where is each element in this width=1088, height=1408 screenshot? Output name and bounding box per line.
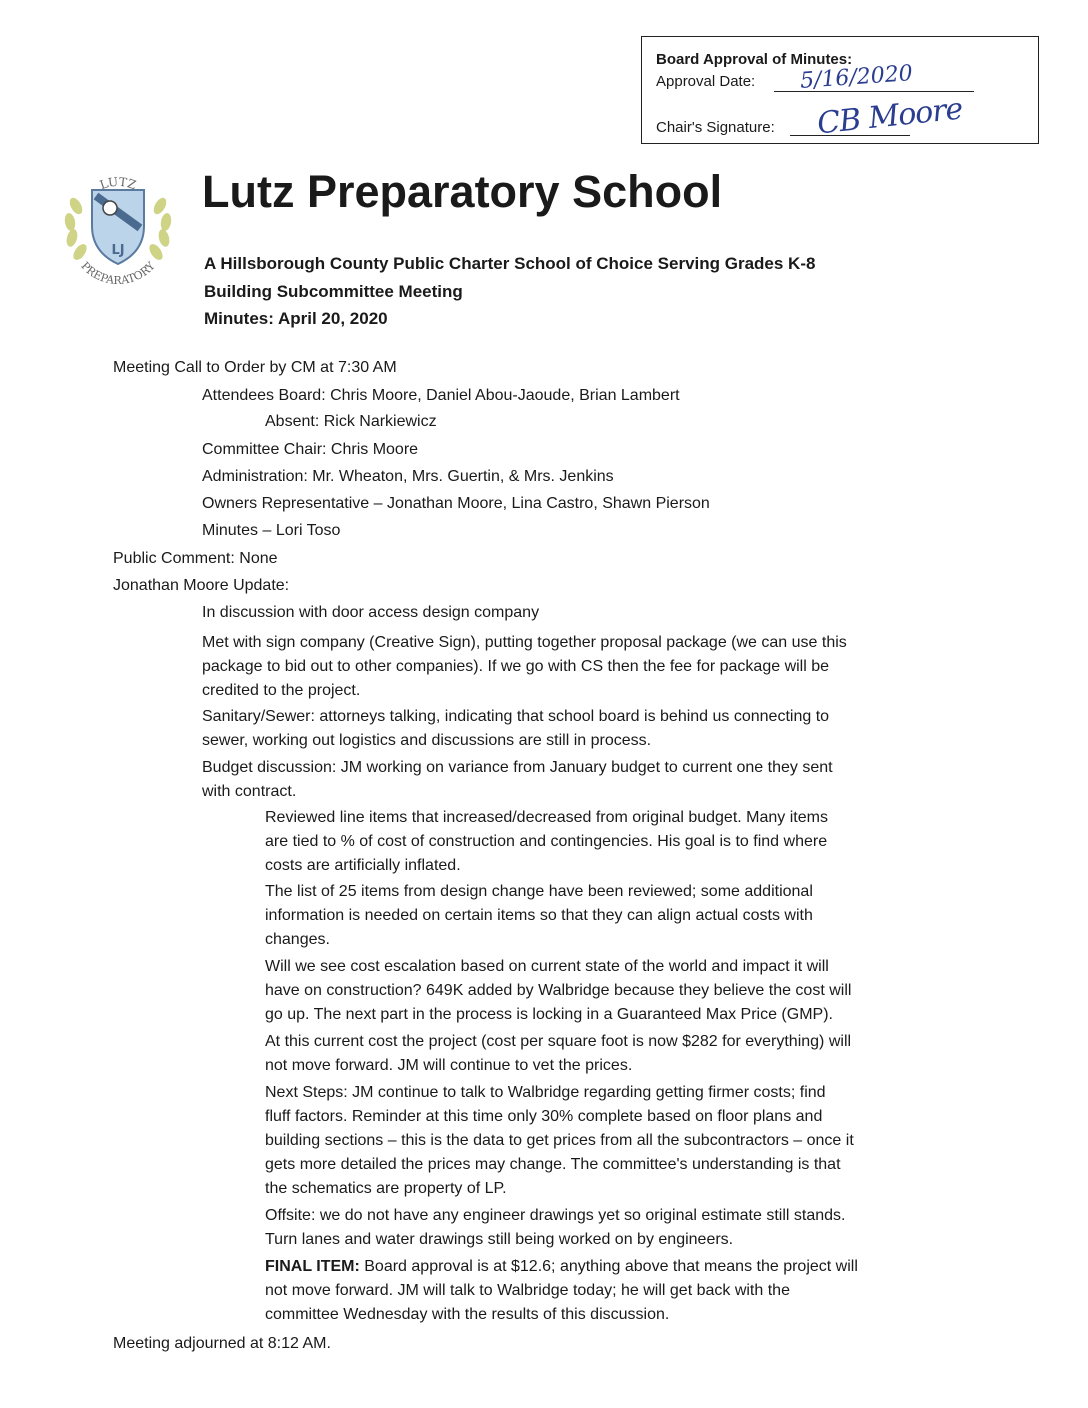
line-text: package to bid out to other companies). If we go with CS then the fee for package will be [202,658,830,675]
approval-date-value: 5/16/2020 [799,61,914,94]
line-text: credited to the project. [202,682,361,699]
board-approval-box [641,36,1039,144]
line-text: not move forward. JM will talk to Walbridge today; he will get back with the [265,1282,790,1299]
minutes-line [265,1105,822,1129]
line-text: Reviewed line items that increased/decreased from original budget. Many items [265,809,828,826]
chair-signature: CB Moore [815,91,964,142]
line-text: fluff factors. Reminder at this time only 30% complete based on floor plans and [265,1108,823,1125]
line-text: Meeting Call to Order by CM at 7:30 AM [113,359,397,376]
line-text: Absent: Rick Narkiewicz [265,413,437,430]
minutes-line [202,780,296,804]
minutes-line [265,1003,833,1027]
approval-date-label: Approval Date: [656,73,756,90]
minutes-line [265,1204,845,1228]
minutes-line [202,729,651,753]
school-subtitle: A Hillsborough County Public Charter School of Choice Serving Grades K-8 [204,254,816,273]
line-text: Sanitary/Sewer: attorneys talking, indicating that school board is behind us connecting to [202,708,830,725]
minutes-line [113,547,278,571]
line-text: Met with sign company (Creative Sign), putting together proposal package (we can use this [202,634,847,651]
line-text: Next Steps: JM continue to talk to Walbridge regarding getting firmer costs; find [265,1084,826,1101]
line-text: Offsite: we do not have any engineer drawings yet so original estimate still stands. [265,1207,846,1224]
school-title: Lutz Preparatory School [202,166,723,217]
line-text: Administration: Mr. Wheaton, Mrs. Guertin, & Mrs. Jenkins [202,468,614,485]
line-text: the schematics are property of LP. [265,1180,507,1197]
minutes-line [202,465,614,489]
line-text: Will we see cost escalation based on current state of the world and impact it will [265,958,829,975]
crest-letters: LJ [111,243,125,258]
line-text: Attendees Board: Chris Moore, Daniel Abou-Jaoude, Brian Lambert [202,387,680,404]
minutes-line [113,574,289,598]
minutes-line [202,756,833,780]
line-text: have on construction? 649K added by Walbridge because they believe the cost will [265,982,852,999]
line-text: gets more detailed the prices may change. The committee's understanding is that [265,1156,841,1173]
school-crest-logo [56,166,180,290]
line-text: Jonathan Moore Update: [113,577,290,594]
logo-bottom-text: PREPARATORY [78,259,158,288]
logo-top-text: LUTZ [97,174,138,193]
minutes-line [202,492,710,516]
line-text: Meeting adjourned at 8:12 AM. [113,1335,331,1352]
minutes-line [202,384,680,408]
minutes-line [202,705,829,729]
minutes-line [202,438,418,462]
line-text: with contract. [202,783,297,800]
line-text: Committee Chair: Chris Moore [202,441,419,458]
line-text: building sections – this is the data to get prices from all the subcontractors – once it [265,1132,854,1149]
line-text: Board approval is at $12.6; anything above that means the project will [359,1258,858,1275]
line-text: costs are artificially inflated. [265,857,461,874]
line-text: not move forward. JM will continue to vet the prices. [265,1057,633,1074]
minutes-line [265,880,813,904]
minutes-line [265,1279,790,1303]
minutes-line [265,1255,858,1279]
line-text: sewer, working out logistics and discussions are still in process. [202,732,652,749]
minutes-line [265,1153,841,1177]
minutes-line [265,1228,733,1252]
line-text: In discussion with door access design company [202,604,540,621]
line-text: Owners Representative – Jonathan Moore, Lina Castro, Shawn Pierson [202,495,710,512]
minutes-date: Minutes: April 20, 2020 [204,309,388,328]
line-text: The list of 25 items from design change have been reviewed; some additional [265,883,813,900]
minutes-line [265,806,828,830]
minutes-line [113,356,397,380]
minutes-line [202,631,847,655]
meeting-name: Building Subcommittee Meeting [204,282,463,301]
minutes-line [113,1332,331,1356]
line-text: Minutes – Lori Toso [202,522,341,539]
minutes-line [265,928,330,952]
minutes-line [265,1054,632,1078]
minutes-line [265,1303,669,1327]
line-text: Public Comment: None [113,550,278,567]
line-text: changes. [265,931,330,948]
minutes-line [265,955,829,979]
bold-label: FINAL ITEM: [265,1258,360,1275]
minutes-line [202,655,829,679]
minutes-line [265,1030,851,1054]
minutes-line [265,1129,854,1153]
line-text: go up. The next part in the process is locking in a Guaranteed Max Price (GMP). [265,1006,833,1023]
minutes-line [202,519,340,543]
minutes-line [265,904,813,928]
approval-title: Board Approval of Minutes: [656,51,853,68]
minutes-line [265,830,827,854]
line-text: Turn lanes and water drawings still being worked on by engineers. [265,1231,734,1248]
line-text: committee Wednesday with the results of this discussion. [265,1306,670,1323]
line-text: are tied to % of cost of construction and contingencies. His goal is to find where [265,833,828,850]
line-text: information is needed on certain items so that they can align actual costs with [265,907,813,924]
minutes-line [265,854,461,878]
minutes-line [202,679,360,703]
minutes-line [265,1081,826,1105]
minutes-line [265,1177,507,1201]
minutes-line [265,979,851,1003]
signature-label: Chair's Signature: [656,119,775,136]
line-text: Budget discussion: JM working on variance from January budget to current one they sent [202,759,833,776]
minutes-line [265,410,437,434]
minutes-line [202,601,539,625]
line-text: At this current cost the project (cost per square foot is now $282 for everything) will [265,1033,852,1050]
